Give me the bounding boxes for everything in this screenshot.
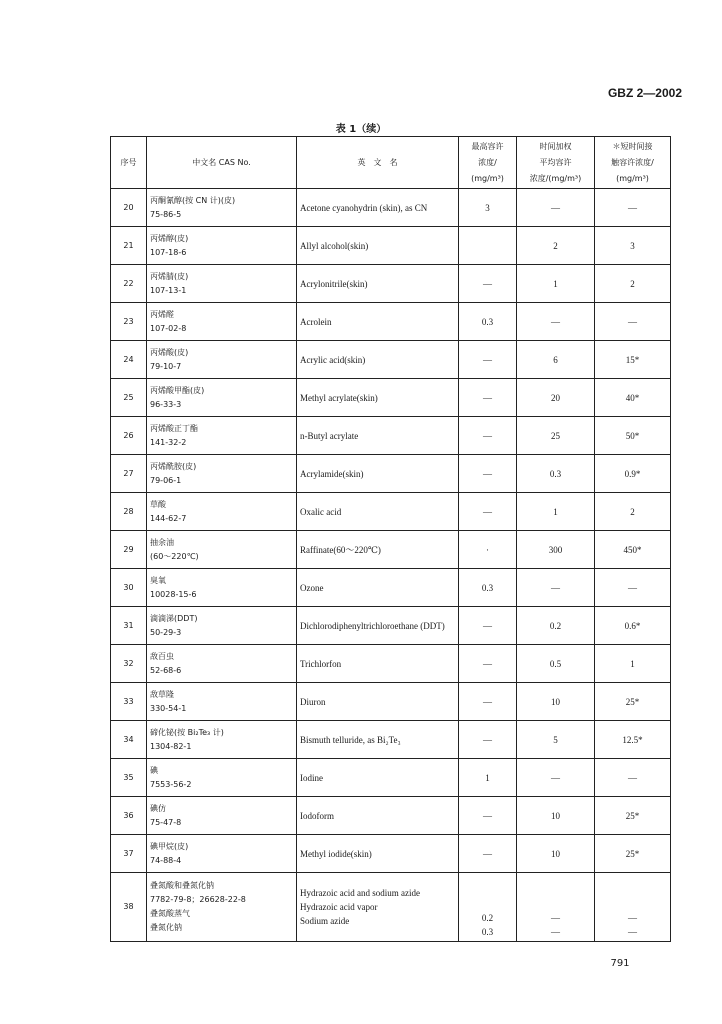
table-row [111,379,671,417]
cas-number: 107-18-6 [150,247,187,257]
mac-value: — [459,683,517,721]
col-header-mac [459,137,517,189]
chemical-name: 丙酮氰醇(按 CN 计)(皮) [150,195,236,205]
table-row [111,493,671,531]
twa-value: — [517,759,595,797]
row-number: 25 [111,379,147,417]
twa-header-line: 时间加权 [539,141,572,151]
stel-value: 25* [595,683,671,721]
chemical-name-cell [147,265,297,303]
table-row [111,417,671,455]
stel-value: 0.9* [595,455,671,493]
table-row [111,189,671,227]
chemical-name-cell [147,531,297,569]
table-row [111,873,671,942]
row-number: 22 [111,265,147,303]
mac-value: — [459,379,517,417]
stel-header-line: ＊短时间接 [612,141,653,151]
english-name: Dichlorodiphenyltrichloroethane (DDT) [297,607,459,645]
stel-value: — [628,927,637,937]
table-body [111,189,671,873]
mac-value: — [459,417,517,455]
english-name: Methyl iodide(skin) [297,835,459,873]
chemical-name-cell [147,721,297,759]
table-row [111,455,671,493]
chemical-name-cell [147,189,297,227]
cas-number: 107-02-8 [150,323,187,333]
chemical-name: 臭氧 [150,575,166,585]
mac-value: — [459,493,517,531]
chemical-name: 抽余油 [150,537,174,547]
stel-value: 3 [595,227,671,265]
cas-number: 52-68-6 [150,665,182,675]
stel-value: 40* [595,379,671,417]
limits-table [110,136,671,942]
row-number: 29 [111,531,147,569]
cas-number: 96-33-3 [150,399,182,409]
mac-value: — [459,265,517,303]
cas-number: 79-10-7 [150,361,182,371]
english-name-cell [297,873,459,942]
cas-number: 107-13-1 [150,285,187,295]
chemical-name: 碘甲烷(皮) [150,841,189,851]
twa-value: 10 [517,797,595,835]
chemical-name: 滴滴涕(DDT) [150,613,198,623]
table-row [111,227,671,265]
table-row [111,341,671,379]
row-number: 32 [111,645,147,683]
chemical-name-cell [147,607,297,645]
mac-value: 0.3 [459,569,517,607]
twa-value: 0.5 [517,645,595,683]
mac-value: 0.3 [481,927,494,937]
twa-value: — [551,927,560,937]
mac-value: — [459,341,517,379]
col-header-name-cas: 中文名 CAS No. [147,137,297,189]
english-name: n-Butyl acrylate [297,417,459,455]
chemical-name: 丙烯酰胺(皮) [150,461,197,471]
cas-number: 141-32-2 [150,437,187,447]
twa-cell [517,873,595,942]
twa-value: 25 [517,417,595,455]
cas-number: 10028-15-6 [150,589,197,599]
cas-number: 79-06-1 [150,475,182,485]
english-name: Iodoform [297,797,459,835]
stel-value: 450* [595,531,671,569]
english-name: Iodine [297,759,459,797]
twa-value: 20 [517,379,595,417]
chemical-name-cell [147,835,297,873]
stel-value: — [595,569,671,607]
english-name: Diuron [297,683,459,721]
row-number: 37 [111,835,147,873]
stel-value: — [628,913,637,923]
chemical-name: 丙烯醛 [150,309,174,319]
table-row [111,683,671,721]
twa-value: — [551,913,560,923]
cas-number: 7782-79-8；26628-22-8 [150,895,246,904]
col-header-no: 序号 [111,137,147,189]
mac-value: 1 [459,759,517,797]
table-row [111,759,671,797]
mac-value: 0.2 [481,913,494,923]
stel-value: 25* [595,797,671,835]
cas-number: 75-86-5 [150,209,182,219]
mac-value: — [459,835,517,873]
twa-value: 300 [517,531,595,569]
chemical-name: 碘仿 [150,803,166,813]
cas-number: 144-62-7 [150,513,187,523]
stel-value: 2 [595,493,671,531]
chemical-name-cell [147,227,297,265]
col-header-english: 英 文 名 [297,137,459,189]
chemical-name: 草酸 [150,499,166,509]
twa-value: — [517,569,595,607]
stel-header-line: 触容许浓度/ [611,157,654,167]
mac-value: 0.3 [459,303,517,341]
chemical-name-cell [147,341,297,379]
chemical-name: 敌草隆 [150,689,174,699]
stel-value: 15* [595,341,671,379]
mac-cell [459,873,517,942]
chemical-name-cell [147,569,297,607]
cas-number: 1304-82-1 [150,741,192,751]
row-number: 31 [111,607,147,645]
twa-value: — [517,303,595,341]
english-name: Hydrazoic acid vapor [300,902,378,912]
cas-number: 50-29-3 [150,627,182,637]
stel-header-line: (mg/m³) [616,173,649,183]
english-name: Acrylonitrile(skin) [297,265,459,303]
row-number: 24 [111,341,147,379]
mac-value: 3 [459,189,517,227]
english-name: Sodium azide [300,916,350,926]
col-header-pc-twa [517,137,595,189]
english-name: Acetone cyanohydrin (skin), as CN [297,189,459,227]
row-number: 23 [111,303,147,341]
english-name: Oxalic acid [297,493,459,531]
twa-value: 1 [517,493,595,531]
english-name: Ozone [297,569,459,607]
mac-header-line: 最高容许 [471,141,504,151]
stel-value: 12.5* [595,721,671,759]
table-row [111,607,671,645]
chemical-name: 碲化铋(按 Bi₂Te₃ 计) [150,727,224,737]
cas-number: 330-54-1 [150,703,187,713]
stel-value: 1 [595,645,671,683]
chemical-name: 丙烯酸甲酯(皮) [150,385,205,395]
mac-value: — [459,721,517,759]
stel-cell [595,873,671,942]
row-number: 33 [111,683,147,721]
chemical-name-cell [147,873,297,942]
table-row [111,721,671,759]
chemical-name-cell [147,417,297,455]
mac-value: — [459,455,517,493]
chemical-name-cell [147,493,297,531]
chemical-name-cell [147,303,297,341]
chemical-name: 碘 [150,765,158,775]
table-header-row [111,137,671,189]
chemical-name-cell [147,797,297,835]
table-row [111,531,671,569]
english-name: Acrylic acid(skin) [297,341,459,379]
col-header-pc-stel [595,137,671,189]
row-number: 34 [111,721,147,759]
page-number: 791 [610,958,630,969]
english-name: Methyl acrylate(skin) [297,379,459,417]
table-row [111,835,671,873]
table-row [111,569,671,607]
chemical-name-cell [147,645,297,683]
cas-number: 74-88-4 [150,855,182,865]
english-name: Acrylamide(skin) [297,455,459,493]
chemical-name: 丙烯酸(皮) [150,347,189,357]
chemical-name: 敌百虫 [150,651,174,661]
english-name: Raffinate(60～220℃) [297,531,459,569]
twa-value: 1 [517,265,595,303]
stel-value: 0.6* [595,607,671,645]
chemical-name-cell [147,759,297,797]
chemical-name-cell [147,455,297,493]
stel-value: — [595,303,671,341]
english-name: Trichlorfon [297,645,459,683]
twa-value: 10 [517,835,595,873]
twa-value: 2 [517,227,595,265]
row-number: 20 [111,189,147,227]
twa-value: 0.3 [517,455,595,493]
row-number: 35 [111,759,147,797]
row-number: 30 [111,569,147,607]
chemical-name: 叠氮化钠 [150,923,182,932]
table-body-final [111,873,671,942]
english-name: Hydrazoic acid and sodium azide [300,888,420,898]
row-number: 26 [111,417,147,455]
twa-value: — [517,189,595,227]
twa-header-line: 平均容许 [539,157,572,167]
stel-value: 25* [595,835,671,873]
stel-value: — [595,759,671,797]
stel-value: 2 [595,265,671,303]
table-row [111,797,671,835]
mac-value: — [459,645,517,683]
chemical-name-cell [147,379,297,417]
table-row [111,265,671,303]
twa-header-line: 浓度/(mg/m³) [529,173,582,183]
chemical-name-cell [147,683,297,721]
chemical-name: 丙烯腈(皮) [150,271,189,281]
mac-header-line: (mg/m³) [471,173,504,183]
chemical-name: 丙烯醇(皮) [150,233,189,243]
cas-number: 75-47-8 [150,817,182,827]
english-name: Bismuth telluride, as Bi₂Te₃ [297,721,459,759]
mac-header-line: 浓度/ [478,157,497,167]
english-name: Acrolein [297,303,459,341]
english-name: Allyl alcohol(skin) [297,227,459,265]
row-number: 28 [111,493,147,531]
cas-number: (60～220℃) [150,551,199,561]
row-number: 27 [111,455,147,493]
table-title: 表 1（续） [335,124,387,135]
twa-value: 0.2 [517,607,595,645]
mac-value [459,227,517,265]
twa-value: 6 [517,341,595,379]
stel-value: 50* [595,417,671,455]
twa-value: 10 [517,683,595,721]
cas-number: 7553-56-2 [150,779,192,789]
chemical-name: 丙烯酸正丁酯 [150,423,198,433]
row-number: 38 [111,873,147,942]
mac-value: — [459,797,517,835]
chemical-name: 叠氮酸和叠氮化钠 [150,881,214,890]
mac-value: · [459,531,517,569]
stel-value: — [595,189,671,227]
twa-value: 5 [517,721,595,759]
standard-code: GBZ 2—2002 [607,86,682,100]
mac-value: — [459,607,517,645]
row-number: 36 [111,797,147,835]
table-row [111,645,671,683]
row-number: 21 [111,227,147,265]
table-row [111,303,671,341]
chemical-name: 叠氮酸蒸气 [150,909,190,918]
